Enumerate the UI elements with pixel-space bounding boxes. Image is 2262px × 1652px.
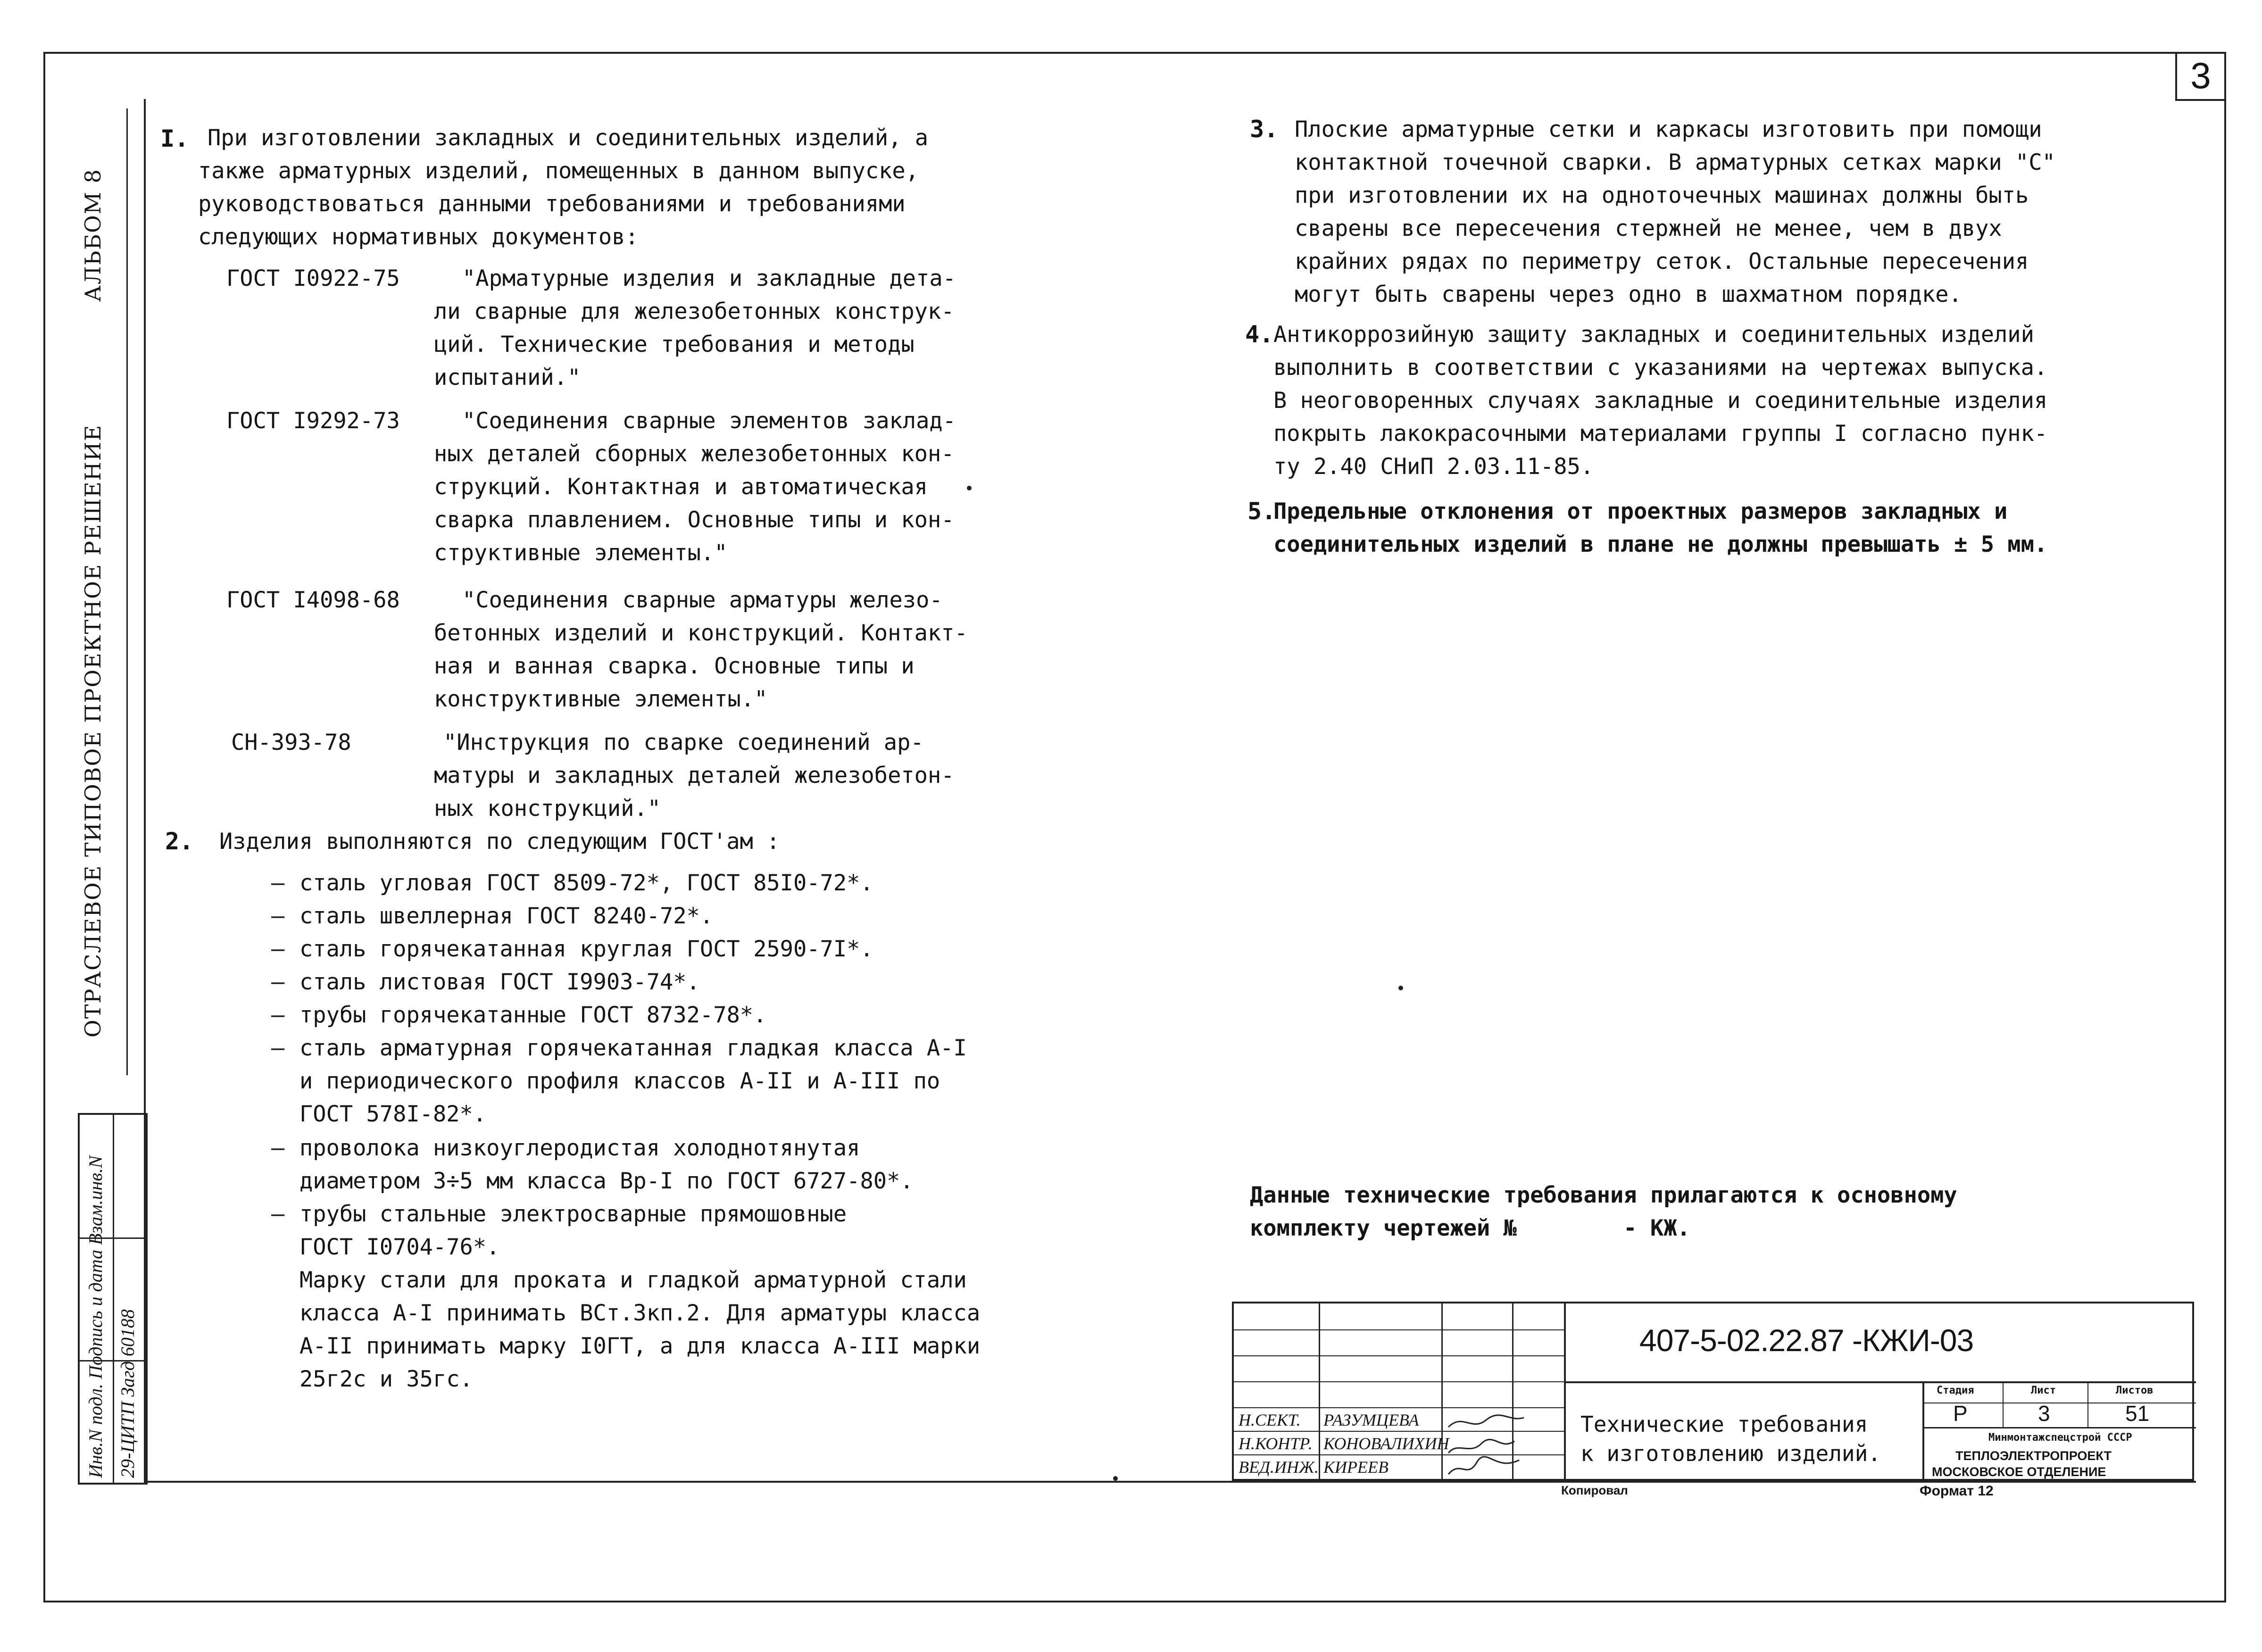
- bullet: –: [271, 936, 285, 962]
- tb-rule: [1922, 1427, 2196, 1428]
- list-item: сталь листовая ГОСТ I9903-74*.: [299, 969, 700, 995]
- doc-desc-line: "Соединения сварные арматуры железо-: [462, 587, 943, 613]
- tb-rule: [1564, 1381, 2196, 1383]
- doc-desc-line: ных деталей сборных железобетонных кон-: [434, 441, 955, 467]
- list-item: сталь швеллерная ГОСТ 8240-72*.: [299, 903, 714, 929]
- person-name: РАЗУМЦЕВА: [1323, 1411, 1419, 1429]
- section-5-text: Предельные отклонения от проектных размеров закладных и соединительных изделий в плане не должны превышать ± 5 мм.: [1273, 498, 2048, 557]
- closing-note: Данные технические требования прилагаются к основному комплекту чертежей № - КЖ.: [1250, 1182, 1957, 1241]
- doc-code: СН-393-78: [231, 730, 351, 755]
- sheets-header: Листов: [2116, 1385, 2154, 1396]
- section-2-number: 2.: [165, 828, 194, 855]
- person-name: КИРЕЕВ: [1323, 1458, 1389, 1477]
- doc-code: 407-5-02.22.87 -КЖИ-03: [1639, 1323, 1974, 1358]
- sheet-value: 3: [2038, 1401, 2050, 1426]
- list-item: трубы горячекатанные ГОСТ 8732-78*.: [299, 1002, 767, 1028]
- org-branch: МОСКОВСКОЕ ОТДЕЛЕНИЕ: [1932, 1465, 2106, 1479]
- doc-desc-line: ная и ванная сварка. Основные типы и: [434, 653, 915, 679]
- stage-value: Р: [1953, 1401, 1968, 1426]
- section-4-number: 4.: [1245, 321, 1274, 348]
- doc-code: ГОСТ I4098-68: [226, 587, 400, 613]
- scan-speck: [967, 486, 972, 490]
- tb-rule: [2003, 1381, 2004, 1427]
- doc-desc-line: структивные элементы.": [434, 540, 728, 566]
- section-1-line: При изготовлении закладных и соединительных изделий, а: [208, 125, 929, 151]
- section-3-text: Плоские арматурные сетки и каркасы изготовить при помощи контактной точечной сварки. В арматурных сетках марки "С" при изготовлении их на одноточечных машинах должны быть сварены все пересечения стержней не менее, чем в двух крайних рядах по периметру сеток. Остальные пересечения могут быть сварены через одно в шахматном порядке.: [1295, 116, 2055, 307]
- tb-rule: [1234, 1355, 1564, 1356]
- sheets-value: 51: [2125, 1401, 2150, 1426]
- doc-desc-line: матуры и закладных деталей железобетон-: [434, 763, 955, 789]
- section-1-number: I.: [160, 125, 189, 152]
- tb-rule: [1564, 1303, 1566, 1483]
- tb-rule: [1922, 1381, 1924, 1483]
- sheet-header: Лист: [2031, 1385, 2056, 1396]
- doc-desc-line: ций. Технические требования и методы: [434, 332, 915, 357]
- bullet: –: [271, 903, 285, 929]
- doc-desc-line: сварка плавлением. Основные типы и кон-: [434, 507, 955, 533]
- list-item: проволока низкоуглеродистая холоднотянутая диаметром 3÷5 мм класса Вр-I по ГОСТ 6727-80*.: [299, 1135, 914, 1194]
- side-strip-border: [126, 108, 128, 1075]
- stamp-labels: Инв.N подл. Подпись и дата Взам.инв.N: [85, 1155, 106, 1478]
- section-2-note: Марку стали для проката и гладкой арматурной стали класса А-I принимать ВСт.3кп.2. Для арматуры класса А-II принимать марку I0ГТ, а для класса А-III марки 25г2с и 35гс.: [299, 1267, 981, 1392]
- doc-code: ГОСТ I9292-73: [226, 408, 400, 434]
- side-title: ОТРАСЛЕВОЕ ТИПОВОЕ ПРОЕКТНОЕ РЕШЕНИЕ: [80, 424, 106, 1038]
- tb-rule: [1319, 1303, 1320, 1483]
- doc-desc-line: "Инструкция по сварке соединений ар-: [443, 730, 924, 755]
- copied-label: Копировал: [1561, 1483, 1628, 1497]
- person-name: КОНОВАЛИХИН: [1323, 1434, 1449, 1453]
- org-ministry: Минмонтажспецстрой СССР: [1988, 1432, 2132, 1444]
- section-1-line: также арматурных изделий, помещенных в данном выпуске,: [198, 158, 919, 184]
- section-2-intro: Изделия выполняются по следующим ГОСТ'ам :: [219, 829, 780, 855]
- tb-rule: [1234, 1329, 1564, 1330]
- doc-desc-line: ли сварные для железобетонных конструк-: [434, 299, 955, 324]
- format-label: Формат 12: [1920, 1483, 1994, 1499]
- drawing-title: Технические требования к изготовлению изделий.: [1580, 1411, 1881, 1466]
- list-item: сталь угловая ГОСТ 8509-72*, ГОСТ 85I0-72*.: [299, 870, 873, 896]
- section-1-line: следующих нормативных документов:: [198, 224, 639, 250]
- side-album: АЛЬБОМ 8: [80, 168, 106, 302]
- signature-marks: [1444, 1408, 1562, 1481]
- bullet: –: [271, 969, 285, 995]
- list-item: сталь горячекатанная круглая ГОСТ 2590-7I*.: [299, 936, 873, 962]
- doc-desc-line: испытаний.": [434, 365, 581, 390]
- section-4-text: Антикоррозийную защиту закладных и соединительных изделий выполнить в соответствии с указаниями на чертежах выпуска. В неоговоренных случаях закладные и соединительные изделия покрыть лакокрасочными материалами группы I согласно пунк- ту 2.40 СНиП 2.03.11-85.: [1273, 322, 2048, 480]
- section-1-line: руководствоваться данными требованиями и требованиями: [198, 191, 906, 217]
- scan-speck: [1113, 1476, 1118, 1481]
- role-label: ВЕД.ИНЖ.: [1239, 1458, 1319, 1477]
- scan-speck: [1398, 986, 1403, 990]
- inventory-stamp: [78, 1113, 148, 1485]
- tb-rule: [2087, 1381, 2088, 1427]
- bullet: –: [271, 1201, 285, 1227]
- org-name: ТЕПЛОЭЛЕКТРОПРОЕКТ: [1955, 1449, 2112, 1463]
- role-label: Н.СЕКТ.: [1239, 1411, 1301, 1429]
- bullet: –: [271, 1135, 285, 1161]
- sheet-number: 3: [2175, 52, 2224, 101]
- doc-desc-line: конструктивные элементы.": [434, 686, 768, 712]
- doc-code: ГОСТ I0922-75: [226, 266, 400, 291]
- bullet: –: [271, 870, 285, 896]
- bullet: –: [271, 1035, 285, 1061]
- stage-header: Стадия: [1937, 1385, 1974, 1396]
- list-item: сталь арматурная горячекатанная гладкая класса А-I и периодического профиля классов А-II и А-III по ГОСТ 578I-82*.: [299, 1035, 967, 1127]
- doc-desc-line: струкций. Контактная и автоматическая: [434, 474, 928, 500]
- section-3-number: 3.: [1250, 116, 1279, 143]
- doc-desc-line: "Арматурные изделия и закладные дета-: [462, 266, 956, 291]
- doc-desc-line: ных конструкций.": [434, 796, 661, 822]
- list-item: трубы стальные электросварные прямошовные ГОСТ I0704-76*.: [299, 1201, 847, 1260]
- title-block: [1232, 1302, 2194, 1481]
- doc-desc-line: "Соединения сварные элементов заклад-: [462, 408, 956, 434]
- tb-rule: [1441, 1303, 1443, 1483]
- stamp-values: 29-ЦИТП Загд 60188: [117, 1309, 138, 1478]
- tb-rule: [1234, 1381, 1564, 1382]
- doc-desc-line: бетонных изделий и конструкций. Контакт-: [434, 620, 968, 646]
- role-label: Н.КОНТР.: [1239, 1434, 1313, 1453]
- bullet: –: [271, 1002, 285, 1028]
- section-5-number: 5.: [1247, 498, 1276, 525]
- stamp-divider: [113, 1115, 114, 1483]
